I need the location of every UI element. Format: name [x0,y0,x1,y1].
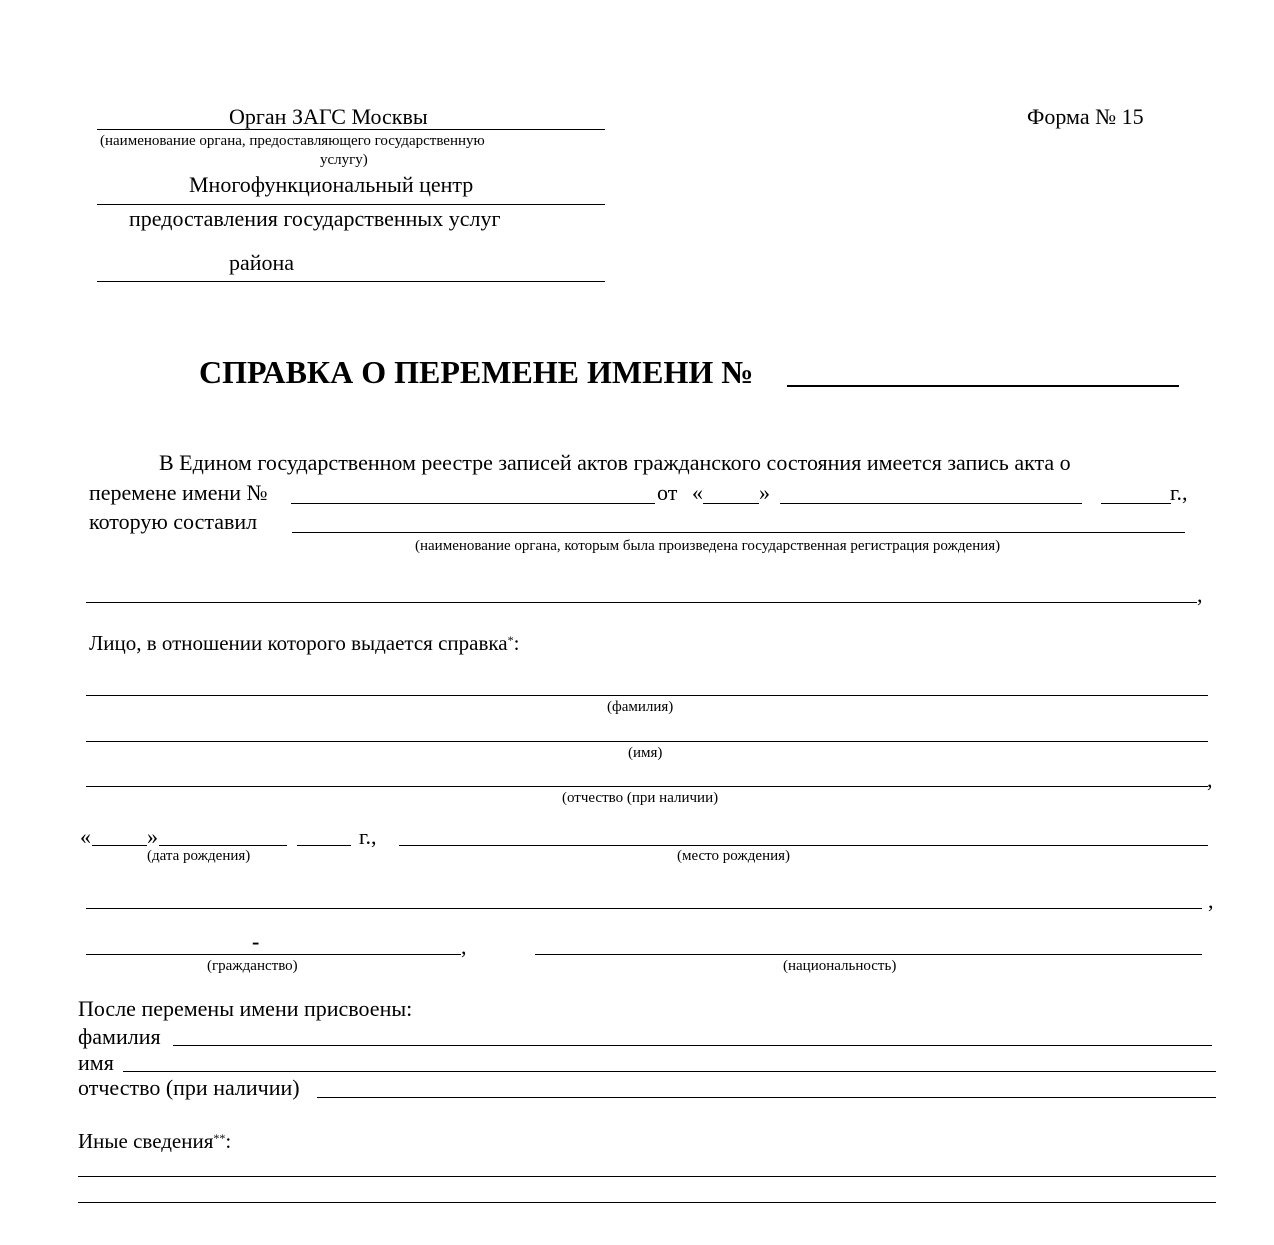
record-year-field[interactable] [1101,503,1171,504]
record-number-field[interactable] [291,503,655,504]
record-month-field[interactable] [780,503,1082,504]
footnote-mark-2: ** [213,1131,226,1145]
other-info-label: Иные сведения**: [78,1129,232,1153]
record-day-field[interactable] [703,503,759,504]
birth-year-suffix: г., [359,824,377,849]
record-quote-close: » [759,480,770,505]
record-from-label: от [657,480,678,505]
new-patronymic-label: отчество (при наличии) [78,1075,300,1100]
authority-line [97,129,605,130]
citizenship-dash: - [252,929,260,954]
birth-month-field[interactable] [159,845,287,846]
record-line-1: В Едином государственном реестре записей актов гражданского состояния имеется запись акта о [159,450,1071,475]
page-title: СПРАВКА О ПЕРЕМЕНЕ ИМЕНИ № [199,354,754,390]
birth-date-caption: (дата рождения) [147,848,251,864]
nationality-field[interactable] [535,954,1202,955]
after-heading: После перемены имени присвоены: [78,996,413,1021]
authority-caption-1: (наименование органа, предоставляющего государственную [100,133,485,149]
mfc-line-3: района [229,250,295,275]
birth-day-field[interactable] [92,845,147,846]
citizenship-field[interactable] [86,954,461,955]
birth-place-field-continued[interactable] [86,908,1202,909]
other-info-field-1[interactable] [78,1176,1216,1177]
surname-caption: (фамилия) [607,699,674,715]
other-info-field-2[interactable] [78,1202,1216,1203]
birth-place-field[interactable] [399,845,1208,846]
record-authority-field[interactable] [292,532,1185,533]
record-comma: , [1197,582,1203,607]
new-name-field[interactable] [123,1071,1216,1072]
new-surname-field[interactable] [173,1045,1212,1046]
record-composed-by-label: которую составил [89,509,258,534]
form-number: Форма № 15 [1027,104,1144,129]
name-field[interactable] [86,741,1208,742]
footnote-mark: * [507,633,514,647]
new-surname-label: фамилия [78,1024,161,1049]
patronymic-comma: , [1207,767,1213,792]
mfc-underline-1 [97,204,605,205]
nationality-caption: (национальность) [783,958,897,974]
record-authority-caption: (наименование органа, которым была произведена государственная регистрация рождения) [415,538,1001,554]
certificate-number-field[interactable] [787,385,1179,387]
record-year-suffix: г., [1170,480,1188,505]
name-caption: (имя) [628,745,663,761]
birth-quote-close: » [147,824,158,849]
new-patronymic-field[interactable] [317,1097,1216,1098]
mfc-line-1: Многофункциональный центр [189,172,474,197]
birth-quote-open: « [80,824,91,849]
citizenship-comma: , [461,934,467,959]
authority-name: Орган ЗАГС Москвы [229,104,428,129]
record-number-label: перемене имени № [89,480,268,505]
birth-year-field[interactable] [297,845,351,846]
birth-place-caption: (место рождения) [677,848,791,864]
mfc-underline-2 [97,281,605,282]
record-authority-field-continued[interactable] [86,602,1197,603]
new-name-label: имя [78,1050,114,1075]
surname-field[interactable] [86,695,1208,696]
birth-place-comma: , [1208,888,1214,913]
citizenship-caption: (гражданство) [207,958,298,974]
mfc-line-2: предоставления государственных услуг [129,206,501,231]
patronymic-caption: (отчество (при наличии) [562,790,719,806]
patronymic-field[interactable] [86,786,1208,787]
person-heading: Лицо, в отношении которого выдается справка*: [89,631,520,655]
authority-caption-2: услугу) [320,152,368,168]
record-quote-open: « [692,480,703,505]
